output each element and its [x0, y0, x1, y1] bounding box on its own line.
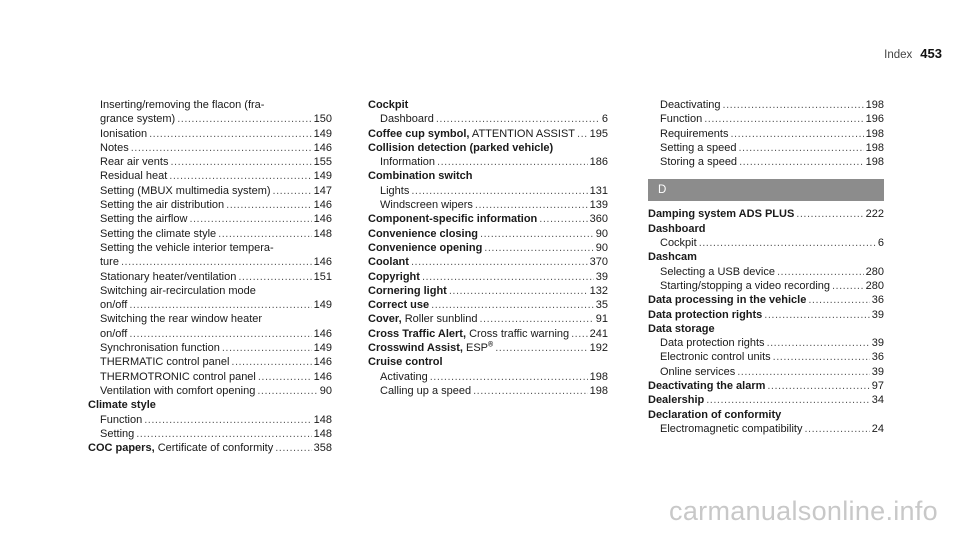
- page-reference: 146: [313, 370, 332, 383]
- page-reference: 39: [871, 365, 884, 378]
- page-reference: 90: [595, 227, 608, 240]
- page-reference: 198: [589, 370, 608, 383]
- index-subentry: [88, 355, 332, 369]
- page-reference: 148: [313, 427, 332, 440]
- page-reference: 198: [589, 384, 608, 397]
- entry-text: Activating: [380, 370, 428, 383]
- index-subentry: [648, 127, 884, 141]
- index-subentry: [88, 341, 332, 355]
- index-entry: [368, 227, 608, 241]
- index-heading: Dashboard: [648, 222, 706, 235]
- dot-leader: [577, 127, 588, 141]
- entry-text: [368, 341, 493, 355]
- entry-text: Cockpit: [660, 237, 697, 250]
- index-entry: [648, 393, 884, 407]
- registered-mark: ®: [488, 341, 494, 349]
- index-entry: [368, 298, 608, 312]
- entry-text: Ionisation: [100, 127, 148, 140]
- entry-detail-text: Cross traffic warning: [466, 327, 570, 340]
- dot-leader: [430, 370, 588, 384]
- dot-leader: [169, 169, 311, 183]
- page-reference: 280: [865, 265, 884, 278]
- index-subentry: [648, 141, 884, 155]
- index-entry: [648, 379, 884, 393]
- index-heading: Cruise control: [368, 356, 443, 369]
- entry-text: Function: [100, 413, 143, 426]
- index-subentry-line: Switching the rear window heater: [100, 313, 263, 326]
- page-reference: 146: [313, 327, 332, 340]
- index-label: Index: [884, 49, 913, 61]
- dot-leader: [411, 255, 588, 269]
- index-subentry: [648, 265, 884, 279]
- entry-text: [648, 393, 704, 407]
- index-subentry: [648, 98, 884, 112]
- watermark: carmanualsonline.info: [669, 496, 938, 526]
- dot-leader: [149, 127, 312, 141]
- page-reference: 280: [865, 279, 884, 292]
- index-entry: [648, 293, 884, 307]
- entry-detail-text: ATTENTION ASSIST: [469, 127, 576, 140]
- dot-leader: [495, 341, 587, 355]
- entry-text: Online services: [660, 365, 736, 378]
- entry-text: [648, 308, 762, 322]
- page-reference: 146: [313, 356, 332, 369]
- dot-leader: [170, 155, 311, 169]
- index-subentry: [88, 255, 332, 269]
- page-reference: 39: [595, 270, 608, 283]
- page-reference: 39: [871, 337, 884, 350]
- dot-leader: [189, 212, 311, 226]
- entry-heading-text: Coffee cup symbol,: [368, 127, 470, 140]
- entry-heading-text: Cross Traffic Alert,: [368, 327, 467, 340]
- index-subentry: [368, 184, 608, 198]
- page-reference: 24: [871, 422, 884, 435]
- entry-text: Deactivating: [660, 99, 721, 111]
- index-subentry: [88, 327, 332, 341]
- index-entry: [368, 284, 608, 298]
- index-subentry: [88, 384, 332, 398]
- page-reference: 149: [313, 127, 332, 140]
- entry-text: Dashboard: [380, 113, 434, 126]
- dot-leader: [706, 393, 870, 407]
- index-subentry: [88, 127, 332, 141]
- page-reference: 195: [589, 127, 608, 140]
- entry-text: [368, 327, 569, 341]
- page-reference: 149: [313, 299, 332, 312]
- entry-text: [368, 312, 477, 326]
- index-heading: Climate style: [88, 399, 156, 412]
- entry-text: Information: [380, 156, 436, 169]
- index-heading: Cockpit: [368, 99, 409, 111]
- page-reference: 97: [871, 380, 884, 393]
- page-reference: 149: [313, 170, 332, 183]
- dot-leader: [144, 413, 311, 427]
- dot-leader: [473, 384, 588, 398]
- entry-text: Starting/stopping a video recording: [660, 279, 830, 292]
- page-number: 453: [920, 46, 942, 61]
- entry-text: [368, 284, 447, 298]
- page-reference: 198: [865, 156, 884, 169]
- entry-text: [368, 127, 575, 141]
- index-entry: [368, 312, 608, 326]
- entry-text: Data protection rights: [660, 337, 765, 350]
- page-reference: 146: [313, 256, 332, 269]
- index-heading: Collision detection (parked vehicle): [368, 141, 554, 154]
- index-subentry: [88, 112, 332, 126]
- dot-leader: [257, 384, 317, 398]
- page-reference: 370: [589, 256, 608, 269]
- index-entry: [368, 341, 608, 355]
- dot-leader: [571, 327, 588, 341]
- entry-heading-text: Dealership: [648, 394, 705, 407]
- page-reference: 151: [313, 270, 332, 283]
- index-subentry: [88, 270, 332, 284]
- entry-text: Setting the climate style: [100, 227, 217, 240]
- page-reference: 360: [589, 213, 608, 226]
- page-reference: 39: [871, 308, 884, 321]
- dot-leader: [475, 198, 588, 212]
- entry-text: THERMOTRONIC control panel: [100, 370, 256, 383]
- dot-leader: [480, 227, 594, 241]
- entry-text: Electronic control units: [660, 351, 771, 364]
- entry-heading-text: Cover,: [368, 313, 402, 326]
- index-entry: [368, 127, 608, 141]
- dot-leader: [767, 379, 869, 393]
- dot-leader: [431, 298, 594, 312]
- index-subentry: [648, 236, 884, 250]
- page-reference: 6: [601, 113, 608, 126]
- entry-text: Setting the airflow: [100, 213, 188, 226]
- index-subentry: [648, 350, 884, 364]
- entry-text: [368, 212, 537, 226]
- dot-leader: [699, 236, 876, 250]
- entry-detail-text: Certificate of conformity: [154, 442, 274, 455]
- index-subentry: [368, 370, 608, 384]
- entry-text: Residual heat: [100, 170, 168, 183]
- dot-leader: [739, 155, 864, 169]
- entry-heading-text: Component-specific information: [368, 213, 538, 226]
- entry-text: Function: [660, 113, 703, 126]
- entry-text: Storing a speed: [660, 156, 738, 169]
- index-subentry: [368, 112, 608, 126]
- page-reference: 148: [313, 413, 332, 426]
- entry-text: Requirements: [660, 127, 729, 140]
- page-reference: 35: [595, 299, 608, 312]
- index-subentry: [368, 384, 608, 398]
- dot-leader: [796, 207, 863, 221]
- dot-leader: [238, 270, 311, 284]
- index-subentry: [88, 298, 332, 312]
- index-subentry: [648, 112, 884, 126]
- index-subentry: [88, 427, 332, 441]
- dot-leader: [258, 370, 312, 384]
- index-entry: [368, 270, 608, 284]
- entry-heading-text: Cornering light: [368, 284, 447, 297]
- entry-text: [368, 298, 429, 312]
- dot-leader: [777, 265, 864, 279]
- entry-heading-text: Coolant: [368, 256, 409, 269]
- page-reference: 36: [871, 294, 884, 307]
- index-subentry: [88, 370, 332, 384]
- dot-leader: [218, 227, 311, 241]
- index-entry: [648, 308, 884, 322]
- dot-leader: [764, 308, 869, 322]
- dot-leader: [275, 441, 311, 455]
- dot-leader: [808, 293, 869, 307]
- entry-heading-text: Correct use: [368, 299, 430, 312]
- index-entry: [648, 207, 884, 221]
- entry-text: Lights: [380, 184, 410, 197]
- dot-leader: [773, 350, 870, 364]
- entry-text: Setting a speed: [660, 141, 737, 154]
- entry-heading-text: Data protection rights: [648, 308, 763, 321]
- index-entry: [88, 441, 332, 455]
- index-subentry: [88, 212, 332, 226]
- dot-leader: [704, 112, 863, 126]
- index-column-3: [648, 98, 884, 436]
- entry-detail-text: ESP: [462, 342, 489, 355]
- dot-leader: [129, 327, 311, 341]
- index-subentry: [88, 413, 332, 427]
- entry-text: [648, 293, 806, 307]
- index-subentry: [88, 155, 332, 169]
- dot-leader: [484, 241, 593, 255]
- entry-text: on/off: [100, 327, 128, 340]
- index-subentry-line: Setting the vehicle interior tempera-: [100, 241, 274, 254]
- index-column-1: [88, 98, 332, 455]
- index-heading: Declaration of conformity: [648, 408, 782, 421]
- entry-text: Electromagnetic compatibility: [660, 422, 803, 435]
- entry-text: ture: [100, 256, 119, 269]
- page-reference: 6: [877, 237, 884, 250]
- index-subentry: [88, 169, 332, 183]
- index-entry: [368, 212, 608, 226]
- dot-leader: [136, 427, 311, 441]
- index-subentry: [368, 155, 608, 169]
- entry-heading-text: Convenience closing: [368, 227, 479, 240]
- index-heading: Dashcam: [648, 251, 697, 264]
- page-reference: 222: [865, 208, 884, 221]
- entry-text: on/off: [100, 299, 128, 312]
- index-subentry: [368, 198, 608, 212]
- dot-leader: [273, 184, 312, 198]
- entry-heading-text: Copyright: [368, 270, 420, 283]
- index-entry: [368, 241, 608, 255]
- entry-heading-text: Crosswind Assist,: [368, 342, 463, 355]
- dot-leader: [129, 298, 311, 312]
- entry-text: [368, 227, 478, 241]
- entry-text: [368, 270, 420, 284]
- page-reference: 132: [589, 284, 608, 297]
- index-subentry: [648, 336, 884, 350]
- page-reference: 155: [313, 156, 332, 169]
- dot-leader: [131, 141, 312, 155]
- index-subentry-line: Inserting/removing the flacon (fra-: [100, 99, 265, 111]
- dot-leader: [226, 198, 312, 212]
- entry-text: Setting (MBUX multimedia system): [100, 184, 271, 197]
- page-reference: 91: [595, 313, 608, 326]
- entry-text: [648, 379, 765, 393]
- page-reference: 131: [589, 184, 608, 197]
- entry-text: Rear air vents: [100, 156, 169, 169]
- entry-text: [648, 207, 794, 221]
- entry-detail-text: Roller sunblind: [401, 313, 478, 326]
- dot-leader: [479, 312, 593, 326]
- page-reference: 148: [313, 227, 332, 240]
- page-reference: 198: [865, 127, 884, 140]
- dot-leader: [121, 255, 312, 269]
- entry-text: Notes: [100, 141, 129, 154]
- dot-leader: [422, 270, 594, 284]
- dot-leader: [411, 184, 587, 198]
- entry-text: Synchronisation function: [100, 342, 220, 355]
- dot-leader: [177, 112, 311, 126]
- entry-text: Setting the air distribution: [100, 199, 225, 212]
- entry-text: THERMATIC control panel: [100, 356, 230, 369]
- page-reference: 146: [313, 213, 332, 226]
- page-reference: 146: [313, 199, 332, 212]
- entry-heading-text: Damping system ADS PLUS: [648, 208, 795, 221]
- index-subentry: [648, 155, 884, 169]
- entry-text: [368, 241, 482, 255]
- index-heading: Data storage: [648, 322, 715, 335]
- entry-text: [368, 255, 409, 269]
- page-reference: 196: [865, 113, 884, 126]
- entry-text: grance system): [100, 113, 176, 126]
- dot-leader: [436, 112, 600, 126]
- index-subentry: [648, 365, 884, 379]
- dot-leader: [737, 365, 870, 379]
- page-reference: 146: [313, 141, 332, 154]
- dot-leader: [449, 284, 588, 298]
- index-heading: Combination switch: [368, 170, 473, 183]
- section-letter-band: D: [648, 179, 884, 201]
- index-subentry-line: Switching air-recirculation mode: [100, 284, 256, 297]
- page-reference: 198: [865, 141, 884, 154]
- entry-text: Windscreen wipers: [380, 199, 473, 212]
- entry-text: Ventilation with comfort opening: [100, 384, 256, 397]
- index-subentry: [88, 184, 332, 198]
- index-subentry: [88, 198, 332, 212]
- index-column-2: [368, 98, 608, 398]
- dot-leader: [437, 155, 588, 169]
- page-reference: 150: [313, 113, 332, 126]
- index-entry: [368, 327, 608, 341]
- dot-leader: [738, 141, 863, 155]
- entry-heading-text: COC papers,: [88, 442, 155, 455]
- page-header: [884, 46, 942, 61]
- index-subentry: [648, 279, 884, 293]
- page-reference: 139: [589, 199, 608, 212]
- dot-leader: [539, 212, 587, 226]
- page-reference: 186: [589, 156, 608, 169]
- dot-leader: [767, 336, 870, 350]
- dot-leader: [804, 422, 869, 436]
- dot-leader: [730, 127, 863, 141]
- entry-heading-text: Convenience opening: [368, 241, 483, 254]
- page-reference: 198: [865, 99, 884, 111]
- entry-text: Setting: [100, 427, 135, 440]
- page-reference: 241: [589, 327, 608, 340]
- page-reference: 192: [589, 342, 608, 355]
- dot-leader: [231, 355, 311, 369]
- entry-heading-text: Data processing in the vehicle: [648, 294, 807, 307]
- index-subentry: [648, 422, 884, 436]
- index-subentry: [88, 227, 332, 241]
- page-reference: 36: [871, 351, 884, 364]
- dot-leader: [222, 341, 312, 355]
- entry-text: Calling up a speed: [380, 384, 472, 397]
- page-reference: 34: [871, 394, 884, 407]
- page-reference: 149: [313, 342, 332, 355]
- page-reference: 90: [319, 384, 332, 397]
- page-reference: 90: [595, 241, 608, 254]
- index-subentry: [88, 141, 332, 155]
- page-reference: 147: [313, 184, 332, 197]
- entry-text: Stationary heater/ventilation: [100, 270, 237, 283]
- entry-heading-text: Deactivating the alarm: [648, 380, 766, 393]
- dot-leader: [832, 279, 864, 293]
- page-reference: 358: [313, 442, 332, 455]
- entry-text: Selecting a USB device: [660, 265, 775, 278]
- dot-leader: [723, 98, 864, 112]
- index-entry: [368, 255, 608, 269]
- entry-text: [88, 441, 273, 455]
